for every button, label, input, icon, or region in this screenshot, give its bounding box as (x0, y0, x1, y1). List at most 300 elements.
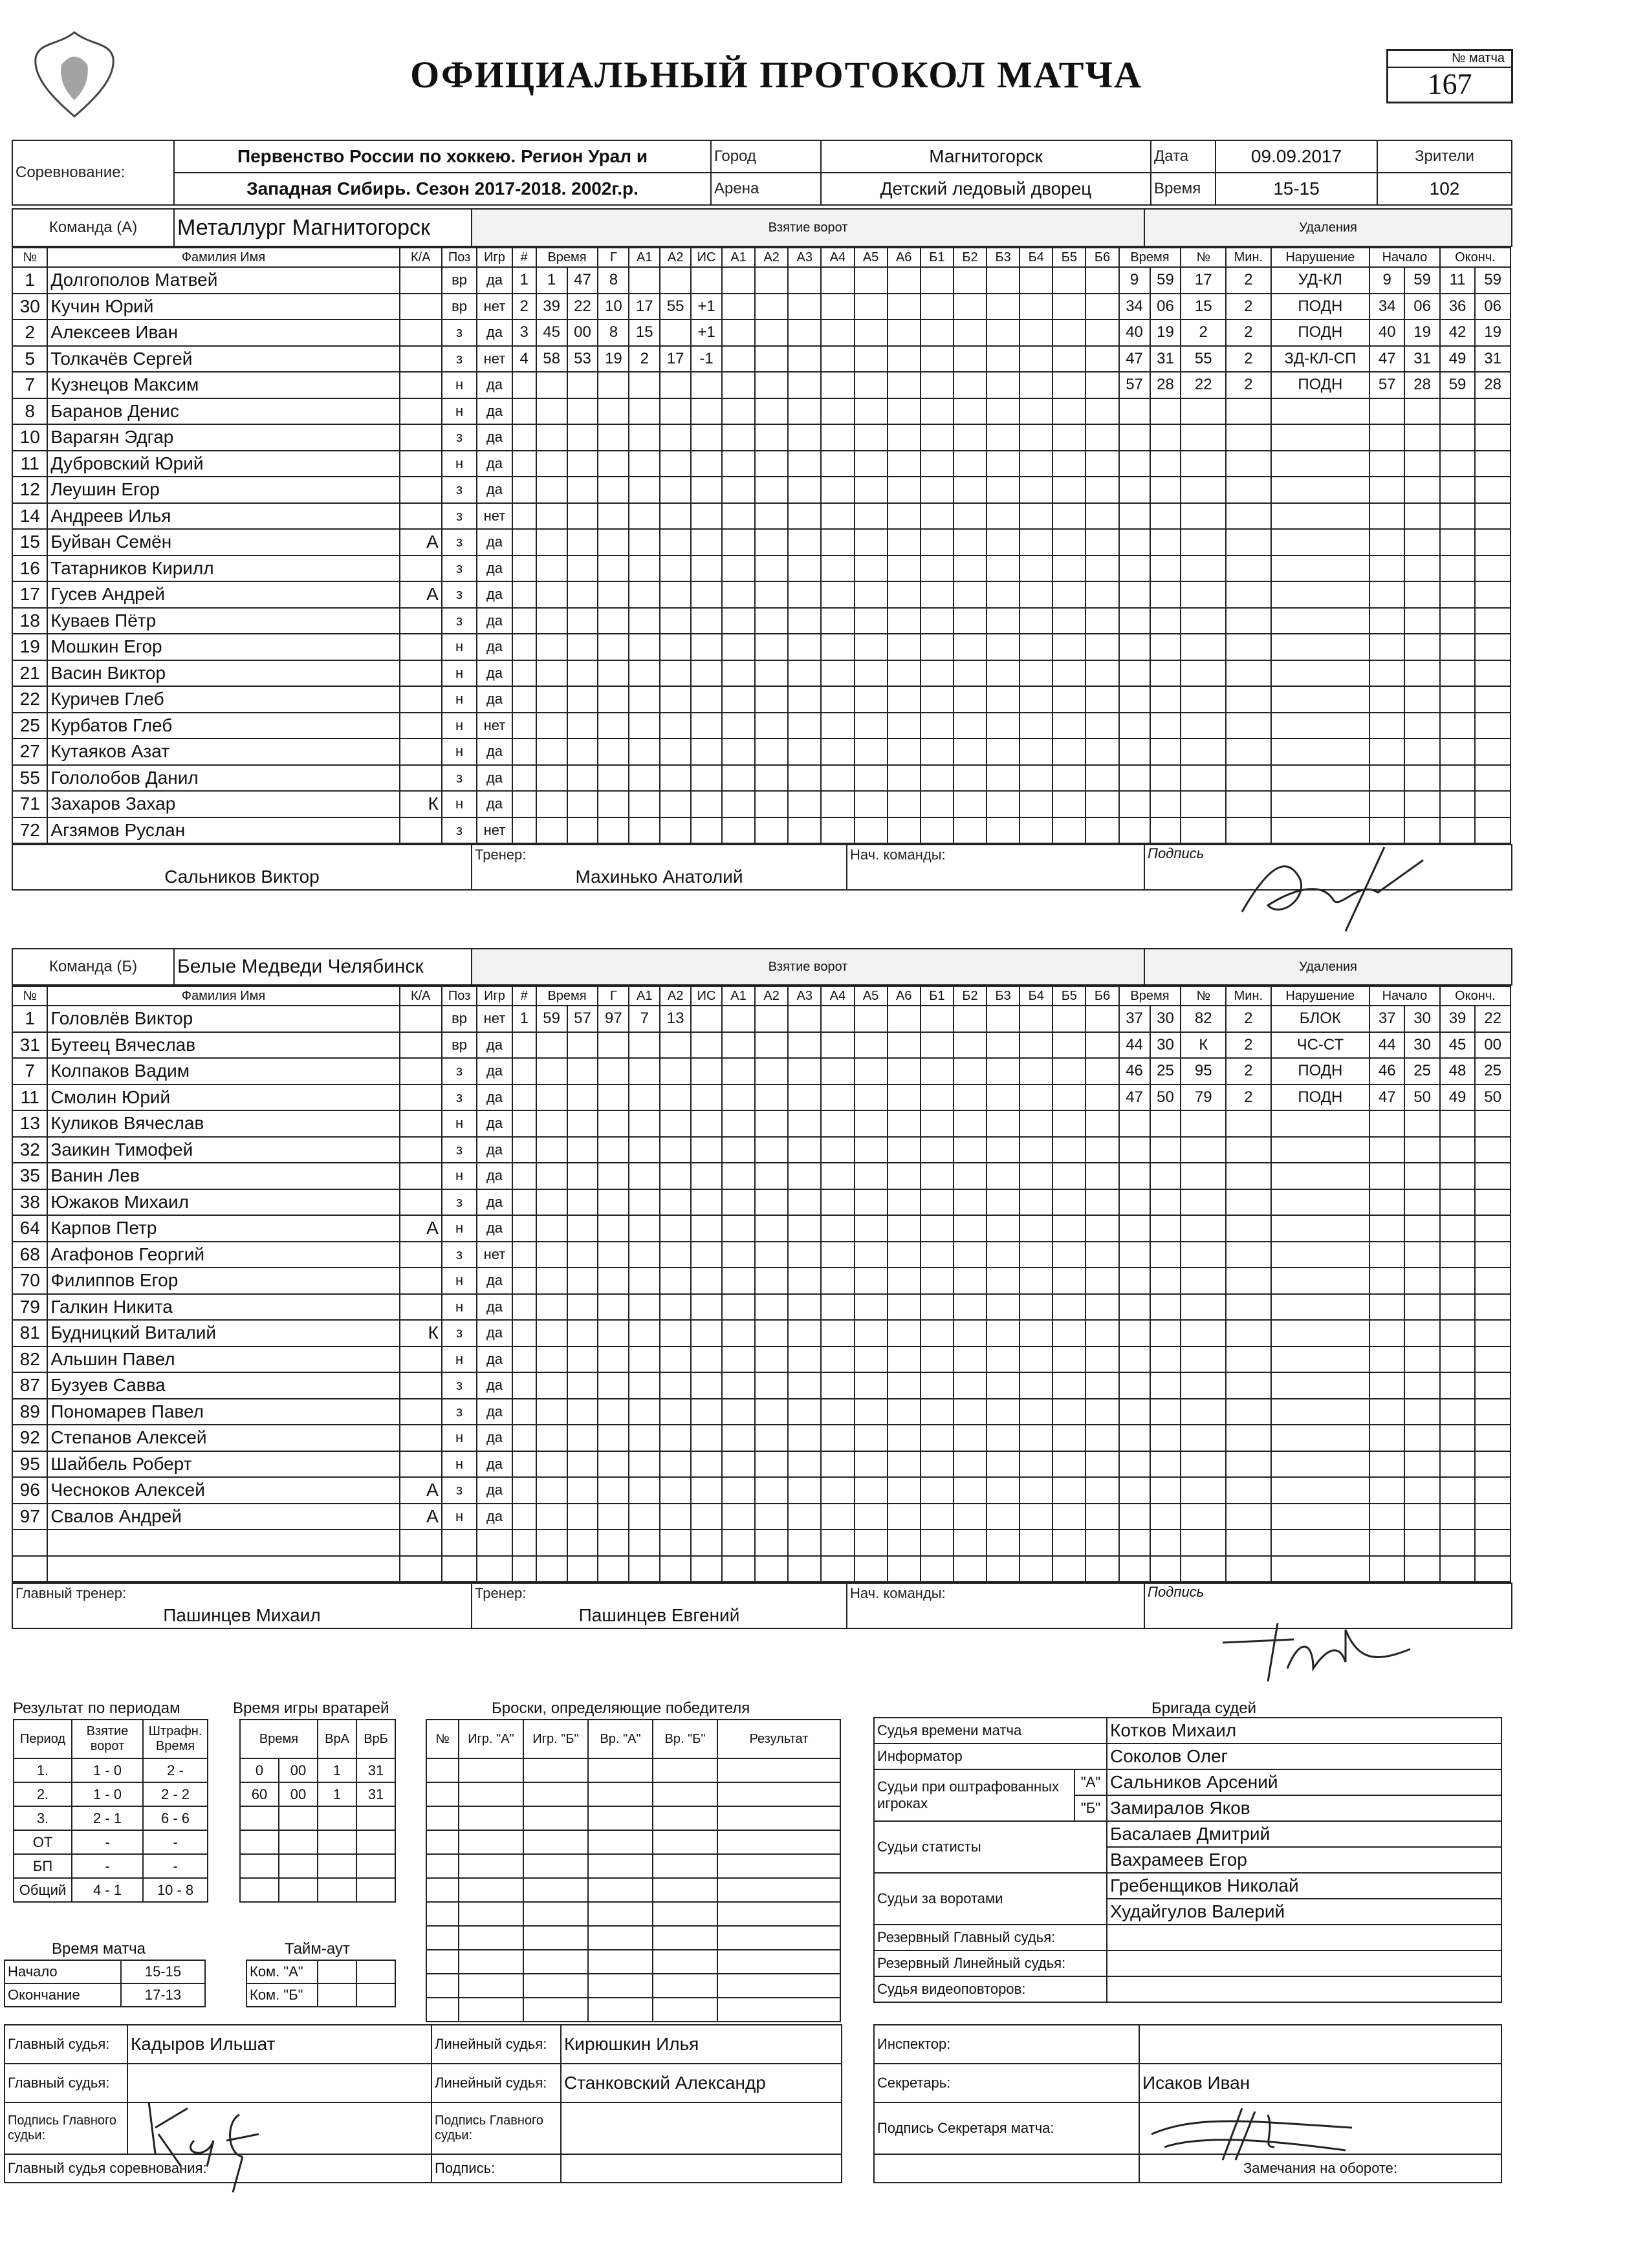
shootout-cell (459, 1806, 523, 1830)
team-b-player-position: з (442, 1058, 477, 1085)
team-b-goal-onice (1052, 1529, 1085, 1556)
team-a-pen-min (1226, 765, 1271, 792)
team-b-signature-label: Подпись (1144, 1583, 1512, 1628)
team-a-goal-onice (755, 791, 788, 817)
team-b-goal-m (536, 1399, 567, 1425)
results-penalty: 2 - (143, 1758, 208, 1782)
team-b-pen-es (1475, 1372, 1510, 1399)
team-b-goal-a2 (660, 1032, 691, 1059)
team-b-goal-onice (888, 1320, 921, 1346)
team-a-goal-onice (888, 477, 921, 503)
team-b-pen-min (1226, 1110, 1271, 1137)
team-b-label: Команда (Б) (12, 949, 174, 985)
team-b-goal-onice (1085, 1006, 1118, 1032)
team-a-goal-onice (1085, 765, 1118, 792)
team-a-goal-onice (755, 319, 788, 346)
team-b-goal-onice (821, 1058, 854, 1085)
team-b-pen-es: 25 (1475, 1058, 1510, 1085)
team-b-player-position: з (442, 1137, 477, 1163)
team-b-goal-n (512, 1242, 536, 1268)
brigade-title: Бригада судей (1151, 1700, 1257, 1717)
team-a-goal-m: 58 (536, 346, 567, 373)
team-a-goal-onice (755, 581, 788, 608)
match-number-label: № матча (1388, 51, 1511, 68)
team-a-goal-onice (987, 634, 1020, 660)
team-b-col-pen-end: Оконч. (1440, 986, 1510, 1006)
team-a-pen-es: 06 (1475, 294, 1510, 320)
team-a-pen-es (1475, 791, 1510, 817)
team-b-header-table (12, 948, 1512, 986)
team-a-player-played: да (477, 267, 512, 294)
team-b-col-pen-start: Начало (1369, 986, 1440, 1006)
team-b-goal-s (567, 1110, 598, 1137)
results-goals: 4 - 1 (72, 1878, 143, 1902)
team-a-pen-sm (1369, 477, 1404, 503)
team-a-col-pen-foul: Нарушение (1271, 248, 1369, 267)
team-a-goal-onice (1020, 529, 1052, 556)
team-a-pen-m: 9 (1119, 267, 1150, 294)
team-a-goal-onice (788, 294, 821, 320)
team-a-pen-sm (1369, 451, 1404, 477)
team-b-goal-onice (855, 1215, 888, 1242)
team-b-pen-foul (1271, 1163, 1369, 1189)
team-a-goal-onice (954, 294, 987, 320)
secretary-signature (1145, 2095, 1358, 2170)
goalies-m (240, 1878, 279, 1902)
team-a-goal-onice (755, 686, 788, 713)
shootout-table (426, 1719, 841, 2022)
team-b-goal-a1 (629, 1372, 660, 1399)
team-a-goal-onice (987, 424, 1020, 451)
team-a-goal-onice (921, 739, 954, 765)
team-b-goal-onice (722, 1425, 755, 1451)
shootout-cell (459, 1782, 523, 1806)
team-a-pen-foul (1271, 686, 1369, 713)
team-b-pen-s (1150, 1268, 1181, 1294)
team-b-goal-onice (1020, 1425, 1052, 1451)
team-b-goal-a2 (660, 1425, 691, 1451)
team-b-pen-m (1119, 1137, 1150, 1163)
team-b-goal-onice (954, 1451, 987, 1478)
team-b-pen-min (1226, 1372, 1271, 1399)
team-b-player-position: з (442, 1320, 477, 1346)
team-a-captain-label: Нач. команды: (847, 845, 1144, 864)
shootout-cell (717, 1758, 840, 1782)
team-a-pen-es (1475, 451, 1510, 477)
shootout-cell (653, 1974, 717, 1998)
team-b-pen-m (1119, 1294, 1150, 1321)
team-a-goal-a1 (629, 765, 660, 792)
team-b-pen-es (1475, 1268, 1510, 1294)
team-a-pen-min: 2 (1226, 319, 1271, 346)
team-b-pen-no (1181, 1529, 1226, 1556)
team-a-pen-s (1150, 739, 1181, 765)
team-a-row (12, 267, 1510, 294)
team-b-player-role (400, 1189, 442, 1216)
team-b-goal-onice (987, 1346, 1020, 1373)
team-a-goal-onice (888, 372, 921, 398)
team-a-goal-m: 1 (536, 267, 567, 294)
team-a-pen-em (1440, 686, 1475, 713)
team-a-goal-onice (921, 634, 954, 660)
team-a-pen-em (1440, 660, 1475, 687)
team-b-goal-onice (1020, 1529, 1052, 1556)
team-b-col-player-1: Фамилия Имя (47, 986, 399, 1006)
team-a-pen-ss: 06 (1404, 294, 1439, 320)
timekeeper-label: Судья времени матча (874, 1718, 1107, 1744)
team-a-goal-s (567, 477, 598, 503)
team-b-pen-min: 2 (1226, 1006, 1271, 1032)
team-a-goal-g (598, 451, 629, 477)
team-a-goal-onice (1052, 581, 1085, 608)
team-a-pen-m (1119, 660, 1150, 687)
team-a-goal-onice (821, 739, 854, 765)
team-b-goal-onice (954, 1137, 987, 1163)
team-a-goal-onice (788, 503, 821, 530)
team-b-goal-a1 (629, 1110, 660, 1137)
team-a-goal-onice (855, 686, 888, 713)
team-b-col-goal-13: Б4 (1020, 986, 1052, 1006)
team-b-pen-es: 00 (1475, 1032, 1510, 1059)
team-a-pen-foul: УД-КЛ (1271, 267, 1369, 294)
team-b-goal-g (598, 1529, 629, 1556)
team-b-player-played: да (477, 1189, 512, 1216)
team-a-pen-sm (1369, 556, 1404, 582)
team-a-goal-g (598, 372, 629, 398)
team-a-goal-onice (788, 267, 821, 294)
team-b-pen-s (1150, 1215, 1181, 1242)
team-b-goal-onice (987, 1110, 1020, 1137)
team-b-pen-sm (1369, 1451, 1404, 1478)
team-a-pen-min (1226, 739, 1271, 765)
team-b-goal-onice (788, 1242, 821, 1268)
goalies-b (356, 1806, 395, 1830)
team-b-goal-onice (954, 1085, 987, 1111)
team-a-player-name: Баранов Денис (47, 398, 399, 425)
team-a-pen-foul (1271, 634, 1369, 660)
team-b-pen-no (1181, 1372, 1226, 1399)
pb-b: Замиралов Яков (1107, 1795, 1501, 1821)
team-a-section (12, 208, 1512, 891)
team-a-player-role (400, 398, 442, 425)
team-a-pen-no (1181, 608, 1226, 634)
team-a-col-pen-min: Мин. (1226, 248, 1271, 267)
team-b-player-number: 1 (12, 1006, 47, 1032)
team-a-goals-title: Взятие ворот (472, 209, 1144, 246)
team-a-pen-m (1119, 556, 1150, 582)
team-a-goal-onice (855, 294, 888, 320)
team-a-goal-m (536, 817, 567, 844)
team-a-pen-min (1226, 556, 1271, 582)
team-b-goal-onice (1052, 1477, 1085, 1504)
results-goals: 1 - 0 (72, 1782, 143, 1806)
team-b-player-position: н (442, 1346, 477, 1373)
team-b-goal-onice (954, 1294, 987, 1321)
team-a-goal-is (691, 791, 722, 817)
team-a-goal-is (691, 503, 722, 530)
team-b-goal-s (567, 1058, 598, 1085)
team-b-goal-is (691, 1504, 722, 1530)
team-b-pen-foul (1271, 1294, 1369, 1321)
team-b-goal-onice (1085, 1529, 1118, 1556)
team-b-player-role (400, 1006, 442, 1032)
team-a-goal-a2 (660, 529, 691, 556)
team-a-player-position: з (442, 765, 477, 792)
team-a-player-name: Дубровский Юрий (47, 451, 399, 477)
team-a-goal-onice (954, 477, 987, 503)
match-end: 17-13 (121, 1983, 205, 2007)
team-a-goal-onice (788, 451, 821, 477)
team-b-goal-onice (788, 1529, 821, 1556)
team-a-goal-onice (1020, 556, 1052, 582)
team-b-pen-em (1440, 1529, 1475, 1556)
team-a-player-name: Куричев Глеб (47, 686, 399, 713)
team-b-player-role (400, 1294, 442, 1321)
team-a-player-position: н (442, 791, 477, 817)
team-b-goal-onice (888, 1294, 921, 1321)
team-a-row (12, 424, 1510, 451)
team-a-goal-a2 (660, 398, 691, 425)
shootout-cell (588, 1878, 653, 1902)
team-a-goal-onice (855, 817, 888, 844)
team-b-goal-n (512, 1189, 536, 1216)
team-a-row (12, 477, 1510, 503)
team-a-pen-m (1119, 739, 1150, 765)
team-b-goal-onice (954, 1399, 987, 1425)
team-b-pen-es (1475, 1110, 1510, 1137)
team-b-goal-onice (987, 1163, 1020, 1189)
line-referee-label-1: Линейный судья: (431, 2025, 561, 2064)
team-b-goal-onice (855, 1137, 888, 1163)
team-b-goal-s (567, 1556, 598, 1582)
team-b-goal-s (567, 1425, 598, 1451)
team-a-pen-min (1226, 634, 1271, 660)
team-b-player-number (12, 1556, 47, 1582)
team-b-player-role: А (400, 1477, 442, 1504)
team-a-row (12, 713, 1510, 739)
team-a-pen-no (1181, 686, 1226, 713)
team-a-goal-g (598, 713, 629, 739)
spectators-label: Зрители (1377, 140, 1512, 173)
team-a-pen-s: 59 (1150, 267, 1181, 294)
team-b-goal-is (691, 1085, 722, 1111)
team-b-pen-es (1475, 1215, 1510, 1242)
team-b-goal-onice (821, 1556, 854, 1582)
results-period: ОТ (14, 1830, 72, 1854)
team-b-goal-onice (987, 1504, 1020, 1530)
team-b-pen-em (1440, 1189, 1475, 1216)
team-a-goal-a1 (629, 686, 660, 713)
results-penalty: - (143, 1854, 208, 1878)
team-b-goal-a1 (629, 1137, 660, 1163)
team-a-goal-onice (888, 267, 921, 294)
team-a-pen-s (1150, 556, 1181, 582)
team-a-goal-onice (722, 372, 755, 398)
team-b-goal-onice (855, 1242, 888, 1268)
reserve-line-label: Резервный Линейный судья: (874, 1950, 1107, 1976)
team-a-goal-g (598, 608, 629, 634)
team-a-goal-onice (722, 319, 755, 346)
team-b-goal-n (512, 1320, 536, 1346)
team-b-goal-a2 (660, 1504, 691, 1530)
sign-label: Подпись: (431, 2154, 561, 2183)
team-b-player-number: 96 (12, 1477, 47, 1504)
team-a-goal-a2 (660, 791, 691, 817)
team-a-player-name: Кутаяков Азат (47, 739, 399, 765)
team-a-goal-onice (788, 634, 821, 660)
team-b-goal-onice (921, 1189, 954, 1216)
team-b-name: Белые Медведи Челябинск (174, 949, 472, 985)
team-b-row (12, 1268, 1510, 1294)
team-a-goal-is (691, 372, 722, 398)
shootout-cell (653, 1806, 717, 1830)
team-a-penalties-title: Удаления (1144, 209, 1512, 246)
team-b-row (12, 1215, 1510, 1242)
team-b-goal-onice (855, 1399, 888, 1425)
team-a-pen-foul: ЗД-КЛ-СП (1271, 346, 1369, 373)
team-b-goal-onice (1052, 1137, 1085, 1163)
team-b-goal-a1 (629, 1320, 660, 1346)
team-a-player-position: н (442, 739, 477, 765)
team-a-goal-g (598, 660, 629, 687)
arena-label: Арена (711, 173, 821, 205)
team-b-goal-a1 (629, 1058, 660, 1085)
team-b-player-role (400, 1085, 442, 1111)
team-a-goal-onice (1085, 713, 1118, 739)
team-a-goal-n (512, 739, 536, 765)
shootout-col-3: Вр. "А" (588, 1720, 653, 1758)
team-a-player-role (400, 424, 442, 451)
team-b-pen-em (1440, 1346, 1475, 1373)
team-a-pen-ss (1404, 660, 1439, 687)
team-b-goal-onice (987, 1032, 1020, 1059)
team-a-goal-g: 10 (598, 294, 629, 320)
team-b-goal-g (598, 1320, 629, 1346)
team-a-goal-onice (954, 634, 987, 660)
team-b-goal-a1 (629, 1268, 660, 1294)
team-b-goal-onice (722, 1058, 755, 1085)
team-a-col-player-3: Поз (442, 248, 477, 267)
team-a-row (12, 503, 1510, 530)
team-a-pen-ss (1404, 765, 1439, 792)
team-b-pen-sm (1369, 1320, 1404, 1346)
team-a-player-played: да (477, 451, 512, 477)
team-b-col-goal-9: А6 (888, 986, 921, 1006)
team-a-goal-onice (821, 477, 854, 503)
team-a-pen-es: 59 (1475, 267, 1510, 294)
team-a-goal-a2 (660, 608, 691, 634)
shootout-cell (523, 1758, 588, 1782)
team-b-goal-m (536, 1504, 567, 1530)
team-b-goal-onice (788, 1215, 821, 1242)
team-b-goal-a2 (660, 1556, 691, 1582)
team-b-goal-onice (722, 1110, 755, 1137)
shootout-cell (588, 1950, 653, 1974)
team-b-pen-ss: 30 (1404, 1006, 1439, 1032)
shootout-cell (588, 1926, 653, 1950)
team-b-goal-onice (954, 1032, 987, 1059)
team-a-goal-onice (722, 398, 755, 425)
main-referee-sign-label: Подпись Главного судьи: (5, 2102, 127, 2154)
team-b-pen-ss (1404, 1529, 1439, 1556)
team-a-goal-onice (855, 372, 888, 398)
team-a-goal-onice (921, 398, 954, 425)
team-b-goal-onice (921, 1320, 954, 1346)
team-a-goal-onice (954, 608, 987, 634)
goalies-s: 00 (279, 1758, 318, 1782)
team-b-pen-s (1150, 1163, 1181, 1189)
team-b-col-goal-1: А1 (629, 986, 660, 1006)
team-b-goal-m (536, 1085, 567, 1111)
team-a-pen-es: 31 (1475, 346, 1510, 373)
team-b-goal-s (567, 1268, 598, 1294)
secretary-label: Секретарь: (874, 2064, 1139, 2102)
team-a-goal-onice (1085, 398, 1118, 425)
shootout-cell (588, 1830, 653, 1854)
team-b-goal-g (598, 1058, 629, 1085)
team-a-col-pen-no: № (1181, 248, 1226, 267)
team-a-pen-ss (1404, 791, 1439, 817)
team-b-player-name: Смолин Юрий (47, 1085, 399, 1111)
team-a-goal-a1: 17 (629, 294, 660, 320)
team-a-goal-onice (987, 791, 1020, 817)
team-b-goal-m (536, 1163, 567, 1189)
team-a-player-played: да (477, 398, 512, 425)
team-b-goal-onice (722, 1477, 755, 1504)
team-a-row (12, 765, 1510, 792)
team-b-goal-onice (755, 1346, 788, 1373)
team-a-player-role (400, 556, 442, 582)
team-a-pen-em (1440, 739, 1475, 765)
team-b-goal-onice (987, 1268, 1020, 1294)
shootout-cell (588, 1806, 653, 1830)
team-b-pen-s (1150, 1529, 1181, 1556)
team-a-goal-g (598, 686, 629, 713)
shootout-cell (717, 1854, 840, 1878)
team-a-pen-es (1475, 529, 1510, 556)
team-a-goal-onice (888, 686, 921, 713)
team-a-row (12, 739, 1510, 765)
team-a-goal-onice (855, 791, 888, 817)
team-a-goal-onice (722, 817, 755, 844)
team-b-player-position (442, 1529, 477, 1556)
team-a-goal-onice (722, 739, 755, 765)
team-a-pen-s (1150, 634, 1181, 660)
team-a-goal-is (691, 608, 722, 634)
team-b-goal-onice (821, 1137, 854, 1163)
team-b-player-position: н (442, 1163, 477, 1189)
team-a-name: Металлург Магнитогорск (174, 209, 472, 246)
team-b-row (12, 1372, 1510, 1399)
team-b-pen-sm (1369, 1110, 1404, 1137)
team-b-goal-g: 97 (598, 1006, 629, 1032)
team-b-pen-no (1181, 1268, 1226, 1294)
team-b-pen-min: 2 (1226, 1085, 1271, 1111)
team-a-goal-is (691, 739, 722, 765)
team-a-pen-s (1150, 503, 1181, 530)
team-b-goal-onice (1020, 1215, 1052, 1242)
main-referee-signature (129, 2095, 272, 2202)
shootout-cell (523, 1830, 588, 1854)
info-table (12, 140, 1512, 206)
team-b-pen-s (1150, 1189, 1181, 1216)
team-b-goal-onice (855, 1058, 888, 1085)
team-b-pen-foul (1271, 1189, 1369, 1216)
team-b-pen-sm: 44 (1369, 1032, 1404, 1059)
team-b-goal-is (691, 1320, 722, 1346)
team-a-col-goal-9: А6 (888, 248, 921, 267)
goalies-b: 31 (356, 1782, 395, 1806)
